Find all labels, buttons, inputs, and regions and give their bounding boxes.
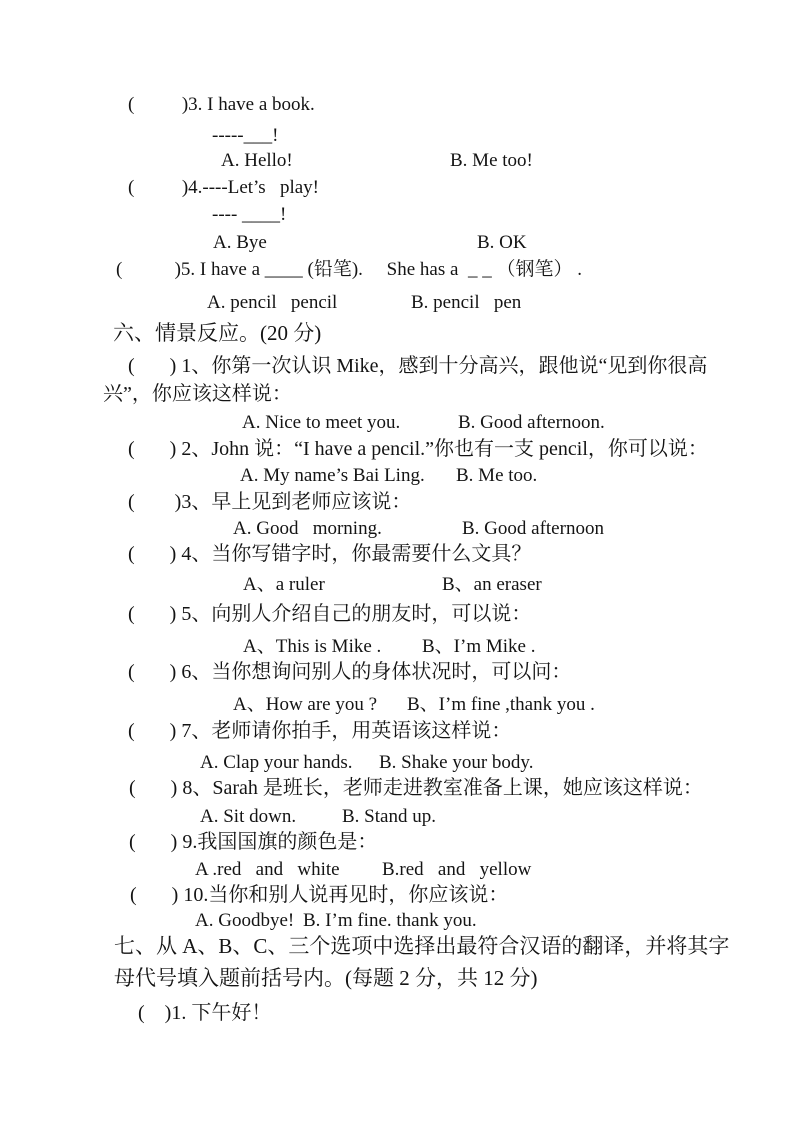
part6-q2-prompt: ( ) 2、John 说：“I have a pencil.”你也有一支 pencil，你可以说： — [128, 438, 708, 460]
part6-q7-prompt: ( ) 7、老师请你拍手，用英语该这样说： — [128, 720, 512, 742]
part5-q3-option-b: B. Me too! — [450, 150, 533, 171]
part6-q7-option-b: B. Shake your body. — [379, 752, 534, 773]
part6-q2-option-a: A. My name’s Bai Ling. — [240, 465, 425, 486]
part6-q6-option-a: A、How are you ? — [233, 694, 378, 715]
part6-q1-option-a: A. Nice to meet you. — [242, 412, 401, 433]
part5-q4-prompt: ( )4.----Let’s play! — [128, 177, 319, 198]
part6-q3-option-a: A. Good morning. — [233, 518, 382, 539]
part6-q8-option-a: A. Sit down. — [200, 806, 297, 827]
part6-q6-prompt: ( ) 6、当你想询问别人的身体状况时，可以问： — [128, 661, 572, 683]
part5-q3-prompt: ( )3. I have a book. — [128, 94, 315, 115]
part7-q1-prompt: ( )1. 下午好！ — [138, 1002, 272, 1024]
part7-section-header-line2: 母代号填入题前括号内。(每题 2 分，共 12 分) — [114, 966, 538, 990]
part6-q3-prompt: ( )3、早上见到老师应该说： — [128, 491, 412, 513]
part6-q10-prompt: ( ) 10.当你和别人说再见时，你应该说： — [130, 884, 509, 906]
part6-q1-option-b: B. Good afternoon. — [458, 412, 605, 433]
part6-q5-prompt: ( ) 5、向别人介绍自己的朋友时，可以说： — [128, 603, 532, 625]
part6-q1-prompt-line2: 兴”，你应该这样说： — [103, 383, 292, 405]
part6-q2-option-b: B. Me too. — [456, 465, 538, 486]
part5-q5-prompt: ( )5. I have a ____ (铅笔). She has a _ _ （钢笔） . — [116, 259, 582, 280]
part6-q8-option-b: B. Stand up. — [342, 806, 436, 827]
part6-q4-prompt: ( ) 4、当你写错字时，你最需要什么文具？ — [128, 543, 532, 565]
part5-q4-reply-blank: ---- ____! — [212, 204, 287, 225]
part6-q6-option-b: B、I’m fine ,thank you . — [407, 694, 595, 715]
part5-q5-option-a: A. pencil pencil — [207, 292, 338, 313]
part6-q5-option-b: B、I’m Mike . — [422, 636, 536, 657]
part6-section-header: 六、情景反应。(20 分) — [113, 321, 322, 345]
part6-q10-option-a: A. Goodbye! — [195, 910, 295, 931]
part6-q9-option-b: B.red and yellow — [382, 859, 532, 880]
part6-q3-option-b: B. Good afternoon — [462, 518, 604, 539]
part5-q5-option-b: B. pencil pen — [411, 292, 522, 313]
part5-q3-option-a: A. Hello! — [221, 150, 293, 171]
part6-q7-option-a: A. Clap your hands. — [200, 752, 353, 773]
part6-q1-prompt-line1: ( ) 1、你第一次认识 Mike，感到十分高兴，跟他说“见到你很高 — [128, 355, 708, 377]
part5-q3-reply-blank: -----___! — [212, 125, 279, 146]
part6-q4-option-b: B、an eraser — [442, 574, 542, 595]
part6-q10-option-b: B. I’m fine. thank you. — [303, 910, 477, 931]
part6-q9-prompt: ( ) 9.我国国旗的颜色是： — [129, 831, 378, 853]
part6-q9-option-a: A .red and white — [195, 859, 340, 880]
part6-q8-prompt: ( ) 8、Sarah 是班长，老师走进教室准备上课，她应该这样说： — [129, 777, 703, 799]
part6-q5-option-a: A、This is Mike . — [243, 636, 382, 657]
part7-section-header-line1: 七、从 A、B、C、三个选项中选择出最符合汉语的翻译，并将其字 — [114, 934, 730, 958]
part5-q4-option-a: A. Bye — [213, 232, 267, 253]
part5-q4-option-b: B. OK — [477, 232, 527, 253]
part6-q4-option-a: A、a ruler — [243, 574, 325, 595]
